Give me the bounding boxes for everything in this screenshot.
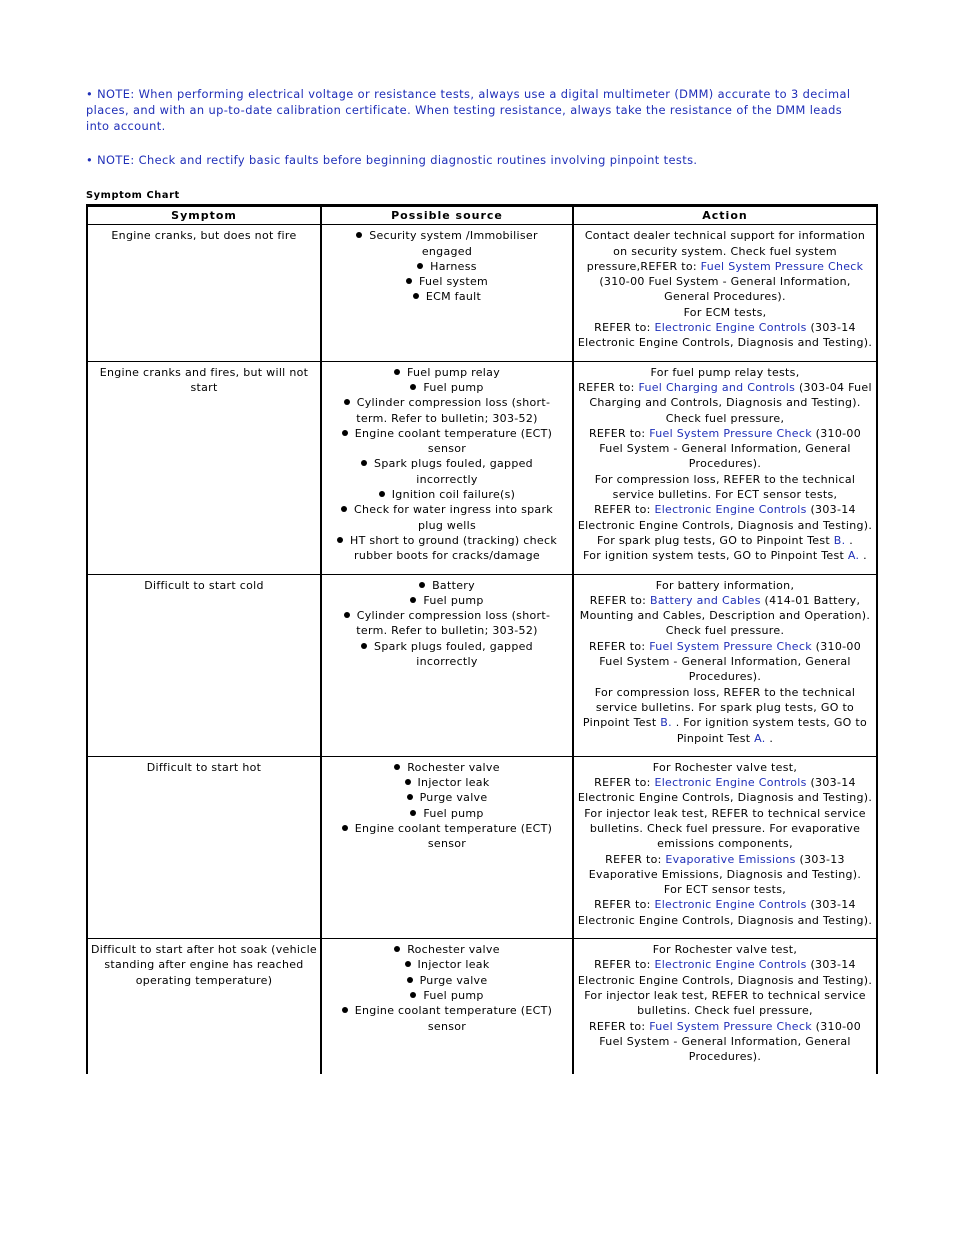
possible-source-cell: [321, 225, 573, 361]
refer-link[interactable]: Fuel System Pressure Check: [649, 1019, 812, 1033]
action-text: REFER to:: [578, 380, 639, 394]
source-text: Cylinder compression loss (short-term. Refer to bulletin; 303-52): [356, 609, 551, 638]
action-text: REFER to:: [594, 776, 655, 790]
list-item: [334, 1003, 560, 1034]
action-text: REFER to:: [588, 1019, 650, 1033]
source-text: Rochester valve: [407, 760, 500, 774]
refer-link[interactable]: Fuel System Pressure Check: [649, 639, 812, 653]
action-cell: [573, 225, 877, 361]
refer-link[interactable]: Battery and Cables: [649, 593, 761, 607]
action-text: For Rochester valve test,: [652, 943, 798, 957]
action-text: .: [849, 533, 854, 547]
source-list: [324, 760, 570, 852]
action-text: REFER to:: [640, 259, 701, 273]
refer-link[interactable]: Fuel System Pressure Check: [649, 426, 812, 440]
list-item: [334, 639, 560, 670]
action-text: For injector leak test, REFER to technical service bulletins. Check fuel pressure,: [584, 988, 866, 1018]
list-item: [334, 775, 560, 790]
bullet-icon: [344, 399, 350, 405]
bullet-icon: [405, 961, 411, 967]
list-item: [334, 806, 560, 821]
note-basic-faults: • NOTE: Check and rectify basic faults before beginning diagnostic routines involving pinpoint tests.: [86, 153, 698, 167]
source-text: Engine coolant temperature (ECT) sensor: [354, 426, 553, 456]
list-item: [334, 487, 560, 502]
table-row: [87, 225, 877, 361]
source-text: Check for water ingress into spark plug wells: [354, 503, 553, 532]
action-text: (303-14 Electronic Engine Controls, Diagnosis and Testing).: [577, 958, 873, 987]
bullet-icon: [356, 232, 362, 238]
action-text: (303-04 Fuel Charging and Controls, Diagnosis and Testing).: [589, 380, 872, 410]
source-text: Fuel pump: [423, 593, 484, 607]
list-item: [334, 228, 560, 259]
source-text: Fuel system: [418, 275, 489, 289]
symptom-cell: Difficult to start cold: [87, 574, 321, 756]
refer-link[interactable]: Electronic Engine Controls: [654, 503, 807, 517]
bullet-icon: [407, 977, 413, 983]
source-text: Battery: [432, 578, 475, 592]
action-text: For ECM tests,: [683, 305, 767, 319]
action-text: (303-14 Electronic Engine Controls, Diagnosis and Testing).: [577, 898, 873, 927]
action-text: REFER to:: [594, 958, 655, 972]
action-cell: [573, 939, 877, 1075]
source-text: Spark plugs fouled, gapped incorrectly: [374, 457, 533, 486]
bullet-icon: [342, 430, 348, 436]
source-text: Cylinder compression loss (short-term. Refer to bulletin; 303-52): [356, 396, 551, 425]
bullet-icon: [361, 643, 367, 649]
action-text: For Rochester valve test,: [652, 760, 798, 774]
source-text: Purge valve: [419, 973, 488, 987]
action-text: REFER to:: [588, 426, 650, 440]
refer-link[interactable]: Fuel Charging and Controls: [638, 380, 796, 394]
action-cell: [573, 361, 877, 574]
source-text: Engine coolant temperature (ECT) sensor: [354, 1004, 553, 1033]
action-text: REFER to:: [589, 593, 650, 607]
list-item: [334, 593, 560, 608]
list-item: [334, 578, 560, 593]
table-row: [87, 361, 877, 574]
refer-link[interactable]: A.: [847, 549, 864, 563]
bullet-icon: [413, 293, 419, 299]
action-text: .: [863, 549, 867, 563]
refer-link[interactable]: Electronic Engine Controls: [654, 898, 807, 912]
source-text: Injector leak: [417, 958, 490, 972]
source-list: [324, 942, 570, 1034]
refer-link[interactable]: Electronic Engine Controls: [654, 321, 807, 335]
source-text: Fuel pump relay: [406, 365, 501, 379]
list-item: [334, 426, 560, 457]
list-item: [334, 380, 560, 395]
action-cell: [573, 574, 877, 756]
bullet-icon: [342, 825, 348, 831]
action-text: REFER to:: [605, 852, 666, 866]
list-item: [334, 365, 560, 380]
action-text: Check fuel pressure.: [665, 624, 785, 638]
bullet-icon: [419, 582, 425, 588]
bullet-icon: [379, 491, 385, 497]
bullet-icon: [344, 612, 350, 618]
source-list: [324, 365, 570, 564]
bullet-icon: [410, 597, 416, 603]
bullet-icon: [406, 278, 412, 284]
action-text: For spark plug tests, GO to Pinpoint Test: [596, 533, 834, 547]
action-text: For injector leak test, REFER to technical service bulletins. Check fuel pressure. For evaporative emissions components,: [584, 806, 866, 851]
action-text: REFER to:: [594, 321, 655, 335]
list-item: [334, 608, 560, 639]
symptom-chart-table: [86, 204, 878, 1074]
action-text: (310-00 Fuel System - General Information, General Procedures).: [599, 275, 851, 304]
table-row: [87, 574, 877, 756]
bullet-icon: [405, 779, 411, 785]
action-text: REFER to:: [588, 639, 650, 653]
list-item: [334, 790, 560, 805]
action-text: . For ignition system tests, GO to Pinpoint Test: [675, 716, 868, 745]
table-header-row: [87, 206, 877, 225]
possible-source-cell: [321, 574, 573, 756]
action-text: For compression loss, REFER to the technical service bulletins. For ECT sensor tests,: [594, 472, 856, 502]
action-text: (303-14 Electronic Engine Controls, Diagnosis and Testing).: [577, 503, 873, 532]
action-text: (303-14 Electronic Engine Controls, Diagnosis and Testing).: [577, 776, 873, 805]
source-text: Injector leak: [417, 776, 490, 790]
bullet-icon: [407, 794, 413, 800]
list-item: [334, 533, 560, 564]
action-text: REFER to:: [594, 503, 655, 517]
possible-source-cell: [321, 361, 573, 574]
refer-link[interactable]: Fuel System Pressure Check: [700, 259, 864, 273]
bullet-icon: [394, 369, 400, 375]
action-text: For ignition system tests, GO to Pinpoint Test: [583, 549, 848, 563]
bullet-icon: [337, 537, 343, 543]
list-item: [334, 395, 560, 426]
action-cell: [573, 756, 877, 938]
bullet-icon: [394, 946, 400, 952]
action-text: .: [769, 731, 774, 745]
action-text: (310-00 Fuel System - General Information, General Procedures).: [599, 426, 862, 471]
action-text: (310-00 Fuel System - General Information, General Procedures).: [599, 1019, 862, 1064]
list-item: [334, 957, 560, 972]
bullet-icon: [342, 1007, 348, 1013]
header-symptom: Symptom: [87, 206, 321, 225]
action-text: Check fuel pressure,: [665, 411, 785, 425]
source-text: Harness: [430, 259, 477, 273]
refer-link[interactable]: B.: [660, 716, 676, 730]
source-text: Security system /Immobiliser engaged: [369, 229, 538, 258]
source-list: [324, 578, 570, 670]
action-text: For battery information,: [655, 578, 795, 592]
action-text: REFER to:: [594, 898, 655, 912]
list-item: [334, 289, 560, 304]
header-action: Action: [573, 206, 877, 225]
possible-source-cell: [321, 939, 573, 1075]
bullet-icon: [394, 764, 400, 770]
source-text: Fuel pump: [423, 380, 484, 394]
list-item: [334, 502, 560, 533]
source-text: ECM fault: [425, 290, 482, 304]
source-text: Spark plugs fouled, gapped incorrectly: [374, 639, 533, 669]
source-text: Purge valve: [419, 791, 488, 805]
refer-link[interactable]: Evaporative Emissions: [665, 852, 796, 866]
list-item: [334, 760, 560, 775]
symptom-cell: Difficult to start after hot soak (vehicle standing after engine has reached operating temperature): [87, 939, 321, 1075]
bullet-icon: [410, 384, 416, 390]
source-list: [324, 228, 570, 304]
action-text: For ECT sensor tests,: [663, 883, 787, 897]
action-text: For fuel pump relay tests,: [650, 365, 800, 379]
list-item: [334, 821, 560, 852]
list-item: [334, 274, 560, 289]
action-text: For compression loss, REFER to the technical service bulletins. For spark plug tests, GO to Pinpoint Test: [582, 685, 856, 730]
table-body: [87, 225, 877, 1075]
list-item: [334, 456, 560, 487]
action-text: (310-00 Fuel System - General Information, General Procedures).: [599, 639, 862, 684]
action-text: Contact dealer technical support for information on security system. Check fuel system pressure,: [584, 229, 866, 273]
action-text: (303-14 Electronic Engine Controls, Diagnosis and Testing).: [577, 321, 873, 350]
source-text: Fuel pump: [423, 988, 484, 1002]
list-item: [334, 942, 560, 957]
header-possible-source: Possible source: [321, 206, 573, 225]
source-text: Engine coolant temperature (ECT) sensor: [354, 821, 553, 851]
refer-link[interactable]: Electronic Engine Controls: [654, 958, 807, 972]
symptom-cell: Engine cranks and fires, but will not start: [87, 361, 321, 574]
bullet-icon: [410, 810, 416, 816]
bullet-icon: [361, 460, 367, 466]
chart-title: Symptom Chart: [86, 190, 180, 201]
refer-link[interactable]: B.: [833, 533, 850, 547]
bullet-icon: [417, 263, 423, 269]
source-text: Fuel pump: [423, 806, 484, 820]
refer-link[interactable]: Electronic Engine Controls: [654, 776, 807, 790]
refer-link[interactable]: A.: [754, 731, 770, 745]
possible-source-cell: [321, 756, 573, 938]
list-item: [334, 973, 560, 988]
source-text: HT short to ground (tracking) check rubber boots for cracks/damage: [350, 533, 557, 563]
bullet-icon: [410, 992, 416, 998]
source-text: Ignition coil failure(s): [391, 488, 516, 502]
list-item: [334, 259, 560, 274]
symptom-cell: Difficult to start hot: [87, 756, 321, 938]
list-item: [334, 988, 560, 1003]
symptom-cell: Engine cranks, but does not fire: [87, 225, 321, 361]
source-text: Rochester valve: [407, 943, 500, 957]
note-dmm: • NOTE: When performing electrical voltage or resistance tests, always use a digital multimeter (DMM) accurate to 3 decimal places, and with an up-to-date calibration certificate. When testing resistance, always take the resistance of the DMM leads into account.: [86, 87, 851, 133]
table-row: [87, 939, 877, 1075]
action-text: (303-13 Evaporative Emissions, Diagnosis and Testing).: [588, 852, 862, 881]
table-row: [87, 756, 877, 938]
action-text: (414-01 Battery, Mounting and Cables, Description and Operation).: [579, 593, 871, 623]
bullet-icon: [341, 506, 347, 512]
